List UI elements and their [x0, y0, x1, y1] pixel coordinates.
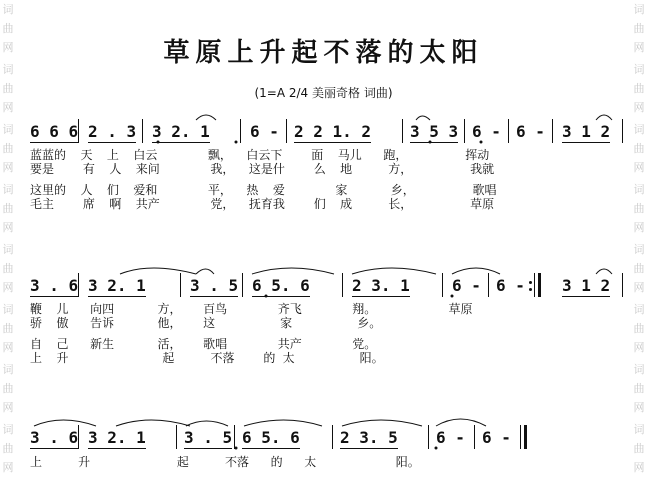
measure-1-9: 3 1 2: [562, 122, 611, 141]
slur: [244, 420, 322, 426]
measure-3-4: 6 5. 6: [242, 428, 300, 447]
watermark-right-3: 词 曲 网: [633, 123, 645, 174]
measure-3-7: 6 -: [482, 428, 511, 447]
measure-1-1: 6 6 6: [30, 122, 79, 141]
watermark-right-5: 词 曲 网: [633, 243, 645, 294]
watermark-right-1: 词 曲 网: [633, 3, 645, 54]
low-octave-dot: [265, 295, 268, 298]
slur: [342, 420, 422, 426]
measure-2-1: 3 . 6: [30, 276, 79, 295]
lyric-line-2-4: 上 升 起 不落 的 太 阳。: [30, 351, 384, 365]
measure-2-2: 3 2. 1: [88, 276, 146, 295]
measure-3-3: 3 . 5: [184, 428, 233, 447]
measure-2-8: 3 1 2: [562, 276, 611, 295]
watermark-right-6: 词 曲 网: [633, 303, 645, 354]
slur: [252, 268, 334, 274]
lyric-line-1-4: 毛主 席 啊 共产 党， 抚育我 们 成 长， 草原: [30, 197, 495, 211]
slur: [196, 269, 214, 274]
slur: [352, 268, 436, 274]
slur: [196, 115, 216, 120]
watermark-right-8: 词 曲 网: [633, 423, 645, 474]
slur: [596, 115, 612, 120]
measure-2-5: 2 3. 1: [352, 276, 410, 295]
song-title: 草原上升起不落的太阳: [163, 38, 484, 68]
lyric-line-1-1: 蓝蓝的 天 上 白云 飘， 白云下 面 马儿 跑， 挥动: [30, 148, 490, 162]
measure-2-7: 6 -: [496, 276, 525, 295]
low-octave-dot: [235, 141, 238, 144]
watermark-left-7: 词 曲 网: [2, 363, 14, 414]
lyric-line-2-3: 自 己 新生 活， 歌唱 共产 党。: [30, 337, 377, 351]
slur: [436, 419, 486, 426]
watermark-right-4: 词 曲 网: [633, 183, 645, 234]
slur: [596, 269, 612, 274]
measure-3-1: 3 . 6: [30, 428, 79, 447]
song-subtitle: (1=A 2/4 美丽奇格 词曲): [254, 86, 393, 100]
watermark-right-7: 词 曲 网: [633, 363, 645, 414]
lyric-line-1-2: 要是 有 人 来问 我， 这是什 么 地 方， 我就: [30, 162, 495, 176]
watermark-left-4: 词 曲 网: [2, 183, 14, 234]
low-octave-dot: [451, 295, 454, 298]
measure-3-2: 3 2. 1: [88, 428, 146, 447]
measure-1-8: 6 -: [516, 122, 545, 141]
slur: [452, 268, 500, 274]
measure-2-6: 6 -: [452, 276, 481, 295]
low-octave-dot: [480, 141, 483, 144]
watermark-left-5: 词 曲 网: [2, 243, 14, 294]
measure-1-6: 3 5 3: [410, 122, 459, 141]
slur: [34, 420, 96, 426]
measure-1-2: 2 . 3: [88, 122, 137, 141]
measure-1-5: 2 2 1. 2: [294, 122, 372, 141]
watermark-left-8: 词 曲 网: [2, 423, 14, 474]
lyric-line-1-3: 这里的 人 们 爱和 平， 热 爱 家 乡， 歌唱: [30, 183, 497, 197]
watermark-left-3: 词 曲 网: [2, 123, 14, 174]
low-octave-dot: [435, 447, 438, 450]
lyric-line-2-1: 鞭 儿 向四 方， 百鸟 齐飞 翔。 草原: [30, 302, 473, 316]
watermark-left-2: 词 曲 网: [2, 63, 14, 114]
measure-1-7: 6 -: [472, 122, 501, 141]
measure-1-4: 6 -: [250, 122, 279, 141]
measure-2-4: 6 5. 6: [252, 276, 310, 295]
slur: [416, 116, 430, 120]
slur: [116, 420, 190, 426]
measure-3-6: 6 -: [436, 428, 465, 447]
watermark-right-2: 词 曲 网: [633, 63, 645, 114]
low-octave-dot: [157, 141, 160, 144]
lyric-line-2-2: 骄 傲 告诉 他， 这 家 乡。: [30, 316, 382, 330]
slur: [186, 421, 228, 426]
slur: [120, 268, 196, 274]
measure-1-3: 3 2. 1: [152, 122, 210, 141]
low-octave-dot: [235, 447, 238, 450]
watermark-left-1: 词 曲 网: [2, 3, 14, 54]
low-octave-dot: [429, 141, 432, 144]
watermark-left-6: 词 曲 网: [2, 303, 14, 354]
measure-2-3: 3 . 5: [190, 276, 239, 295]
lyric-line-3-1: 上 升 起 不落 的 太 阳。: [30, 455, 420, 469]
measure-3-5: 2 3. 5: [340, 428, 398, 447]
